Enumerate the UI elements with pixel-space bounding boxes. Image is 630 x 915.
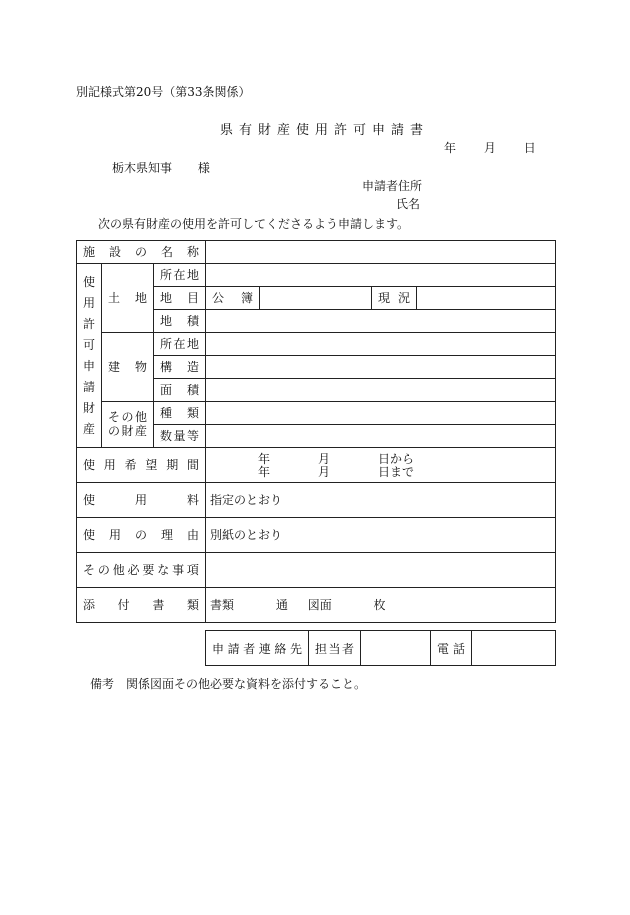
period-char: 用 [103, 458, 116, 472]
building-location-char: 地 [186, 337, 199, 351]
permit-property-label [77, 264, 102, 448]
contact-char: 者 [243, 641, 256, 656]
date-day: 日 [523, 141, 536, 155]
attachments-char: 添 [83, 598, 96, 612]
other-matters-char: 要 [142, 563, 155, 577]
other-matters-char: 事 [172, 563, 185, 577]
permit-property-char: 産 [82, 422, 95, 436]
floor-area-char: 面 [160, 383, 173, 397]
contact-char: 申 [212, 641, 225, 656]
attach-docs: 書類 [210, 598, 235, 612]
addressee-sama: 様 [197, 161, 210, 175]
quantity-char: 量 [173, 429, 186, 443]
period-to-month: 月 [318, 465, 331, 479]
current-char: 況 [397, 291, 410, 305]
applicant-address-label: 申請者住所 [362, 179, 423, 193]
land-area-field[interactable] [206, 310, 556, 333]
fee-char: 使 [83, 493, 96, 507]
attach-drawings: 図面 [307, 598, 332, 612]
attachments-char: 類 [186, 598, 199, 612]
reason-char: 用 [108, 528, 121, 542]
other-property-char: 財 [121, 423, 134, 438]
building-char: 物 [134, 360, 147, 374]
kind-char: 類 [186, 406, 199, 420]
land-char: 土 [108, 291, 121, 305]
facility-name-char: 名 [160, 245, 173, 259]
structure-field[interactable] [206, 356, 556, 379]
land-area-char: 積 [186, 314, 199, 328]
other-matters-field[interactable] [206, 553, 556, 588]
land-category-char: 地 [160, 291, 173, 305]
land-label [102, 264, 154, 333]
structure-label [154, 356, 206, 379]
period-char: 使 [83, 458, 96, 472]
building-location-char: 所 [160, 337, 173, 351]
contact-person-field[interactable] [361, 631, 431, 666]
period-char: 希 [124, 458, 137, 472]
contact-person-char: 当 [328, 641, 341, 656]
attachments-field[interactable] [206, 588, 556, 623]
land-location-field[interactable] [206, 264, 556, 287]
other-property-label [102, 402, 154, 448]
date-year: 年 [444, 141, 457, 155]
addressee [112, 162, 210, 174]
structure-char: 構 [160, 360, 173, 374]
quantity-label [154, 425, 206, 448]
other-property-char: 他 [134, 409, 147, 424]
other-matters-char: の [97, 563, 110, 577]
attachments-char: 付 [117, 598, 130, 612]
kind-field[interactable] [206, 402, 556, 425]
contact-person-char: 者 [341, 641, 354, 656]
period-label [77, 448, 206, 483]
floor-area-label [154, 379, 206, 402]
contact-label [206, 631, 309, 666]
reason-char: 理 [160, 528, 173, 542]
land-location-label [154, 264, 206, 287]
attach-copies: 通 [275, 598, 288, 612]
permit-property-char: 可 [82, 338, 95, 352]
current-label [372, 287, 417, 310]
reason-char: 由 [186, 528, 199, 542]
permit-property-char: 申 [82, 359, 95, 373]
structure-char: 造 [186, 360, 199, 374]
fee-char: 料 [186, 493, 199, 507]
period-from-year: 年 [258, 452, 271, 466]
contact-char: 請 [227, 641, 240, 656]
period-to-year: 年 [258, 465, 271, 479]
period-from-day: 日から [378, 452, 415, 466]
quantity-field[interactable] [206, 425, 556, 448]
contact-char: 絡 [274, 641, 287, 656]
facility-name-char: 設 [108, 245, 121, 259]
reason-char: 使 [83, 528, 96, 542]
facility-name-char: 施 [83, 245, 96, 259]
permit-property-char: 許 [82, 317, 95, 331]
kind-label [154, 402, 206, 425]
attach-sheets: 枚 [373, 598, 386, 612]
contact-phone-label [431, 631, 472, 666]
land-char: 地 [134, 291, 147, 305]
contact-person-label [309, 631, 361, 666]
register-field[interactable] [260, 287, 372, 310]
land-category-label [154, 287, 206, 310]
period-char: 期 [166, 458, 179, 472]
attachments-char: 書 [152, 598, 165, 612]
other-matters-char: 必 [127, 563, 140, 577]
period-char: 間 [186, 458, 199, 472]
register-char: 公 [212, 291, 225, 305]
land-location-char: 地 [186, 268, 199, 282]
other-property-char: の [121, 409, 134, 424]
note: 備考 関係図面その他必要な資料を添付すること。 [90, 677, 367, 691]
other-matters-label [77, 553, 206, 588]
contact-char: 先 [289, 641, 302, 656]
contact-phone-field[interactable] [472, 631, 556, 666]
building-char: 建 [108, 360, 121, 374]
register-label [206, 287, 260, 310]
reason-label [77, 518, 206, 553]
fee-field[interactable]: 指定のとおり [206, 483, 556, 518]
period-from-month: 月 [318, 452, 331, 466]
form-number: 別記様式第20号（第33条関係） [76, 85, 251, 99]
permit-property-char: 請 [82, 380, 95, 394]
land-location-char: 所 [160, 268, 173, 282]
period-char: 望 [145, 458, 158, 472]
other-property-char: そ [108, 409, 121, 424]
current-field[interactable] [417, 287, 556, 310]
period-to-day: 日まで [378, 465, 415, 479]
facility-name-label [77, 241, 206, 264]
current-char: 現 [378, 291, 391, 305]
applicant-name-label: 氏名 [396, 197, 421, 211]
contact-person-char: 担 [315, 641, 328, 656]
quantity-char: 数 [160, 429, 173, 443]
date-month: 月 [483, 141, 496, 155]
facility-name-char: の [134, 245, 147, 259]
building-location-char: 在 [173, 337, 186, 351]
building-location-label [154, 333, 206, 356]
contact-phone-char: 話 [452, 641, 465, 656]
other-matters-char: そ [83, 563, 96, 577]
land-location-char: 在 [173, 268, 186, 282]
land-category-char: 目 [186, 291, 199, 305]
intro-text: 次の県有財産の使用を許可してくださるよう申請します。 [98, 217, 410, 231]
fee-char: 用 [134, 493, 147, 507]
floor-area-char: 積 [186, 383, 199, 397]
building-location-field[interactable] [206, 333, 556, 356]
permit-property-char: 財 [82, 401, 95, 415]
permit-property-char: 用 [82, 296, 95, 310]
permit-property-char: 使 [82, 275, 95, 289]
fee-label [77, 483, 206, 518]
other-matters-char: 項 [186, 563, 199, 577]
other-property-char: 産 [134, 423, 147, 438]
kind-char: 種 [160, 406, 173, 420]
other-matters-char: な [157, 563, 170, 577]
period-field[interactable] [206, 448, 556, 483]
form-title: 県有財産使用許可申請書 [220, 123, 430, 138]
reason-char: の [134, 528, 147, 542]
contact-char: 連 [258, 641, 271, 656]
land-area-char: 地 [160, 314, 173, 328]
other-property-char: の [108, 423, 121, 438]
addressee-name: 栃木県知事 [112, 161, 173, 175]
building-label [102, 333, 154, 402]
quantity-char: 等 [186, 429, 199, 443]
land-area-label [154, 310, 206, 333]
contact-phone-char: 電 [437, 641, 450, 656]
application-table [76, 240, 556, 623]
reason-field[interactable]: 別紙のとおり [206, 518, 556, 553]
contact-table [205, 630, 556, 666]
date-line [444, 142, 536, 154]
other-matters-char: 他 [112, 563, 125, 577]
attachments-label [77, 588, 206, 623]
floor-area-field[interactable] [206, 379, 556, 402]
register-char: 簿 [240, 291, 253, 305]
facility-name-char: 称 [186, 245, 199, 259]
facility-name-field[interactable] [206, 241, 556, 264]
